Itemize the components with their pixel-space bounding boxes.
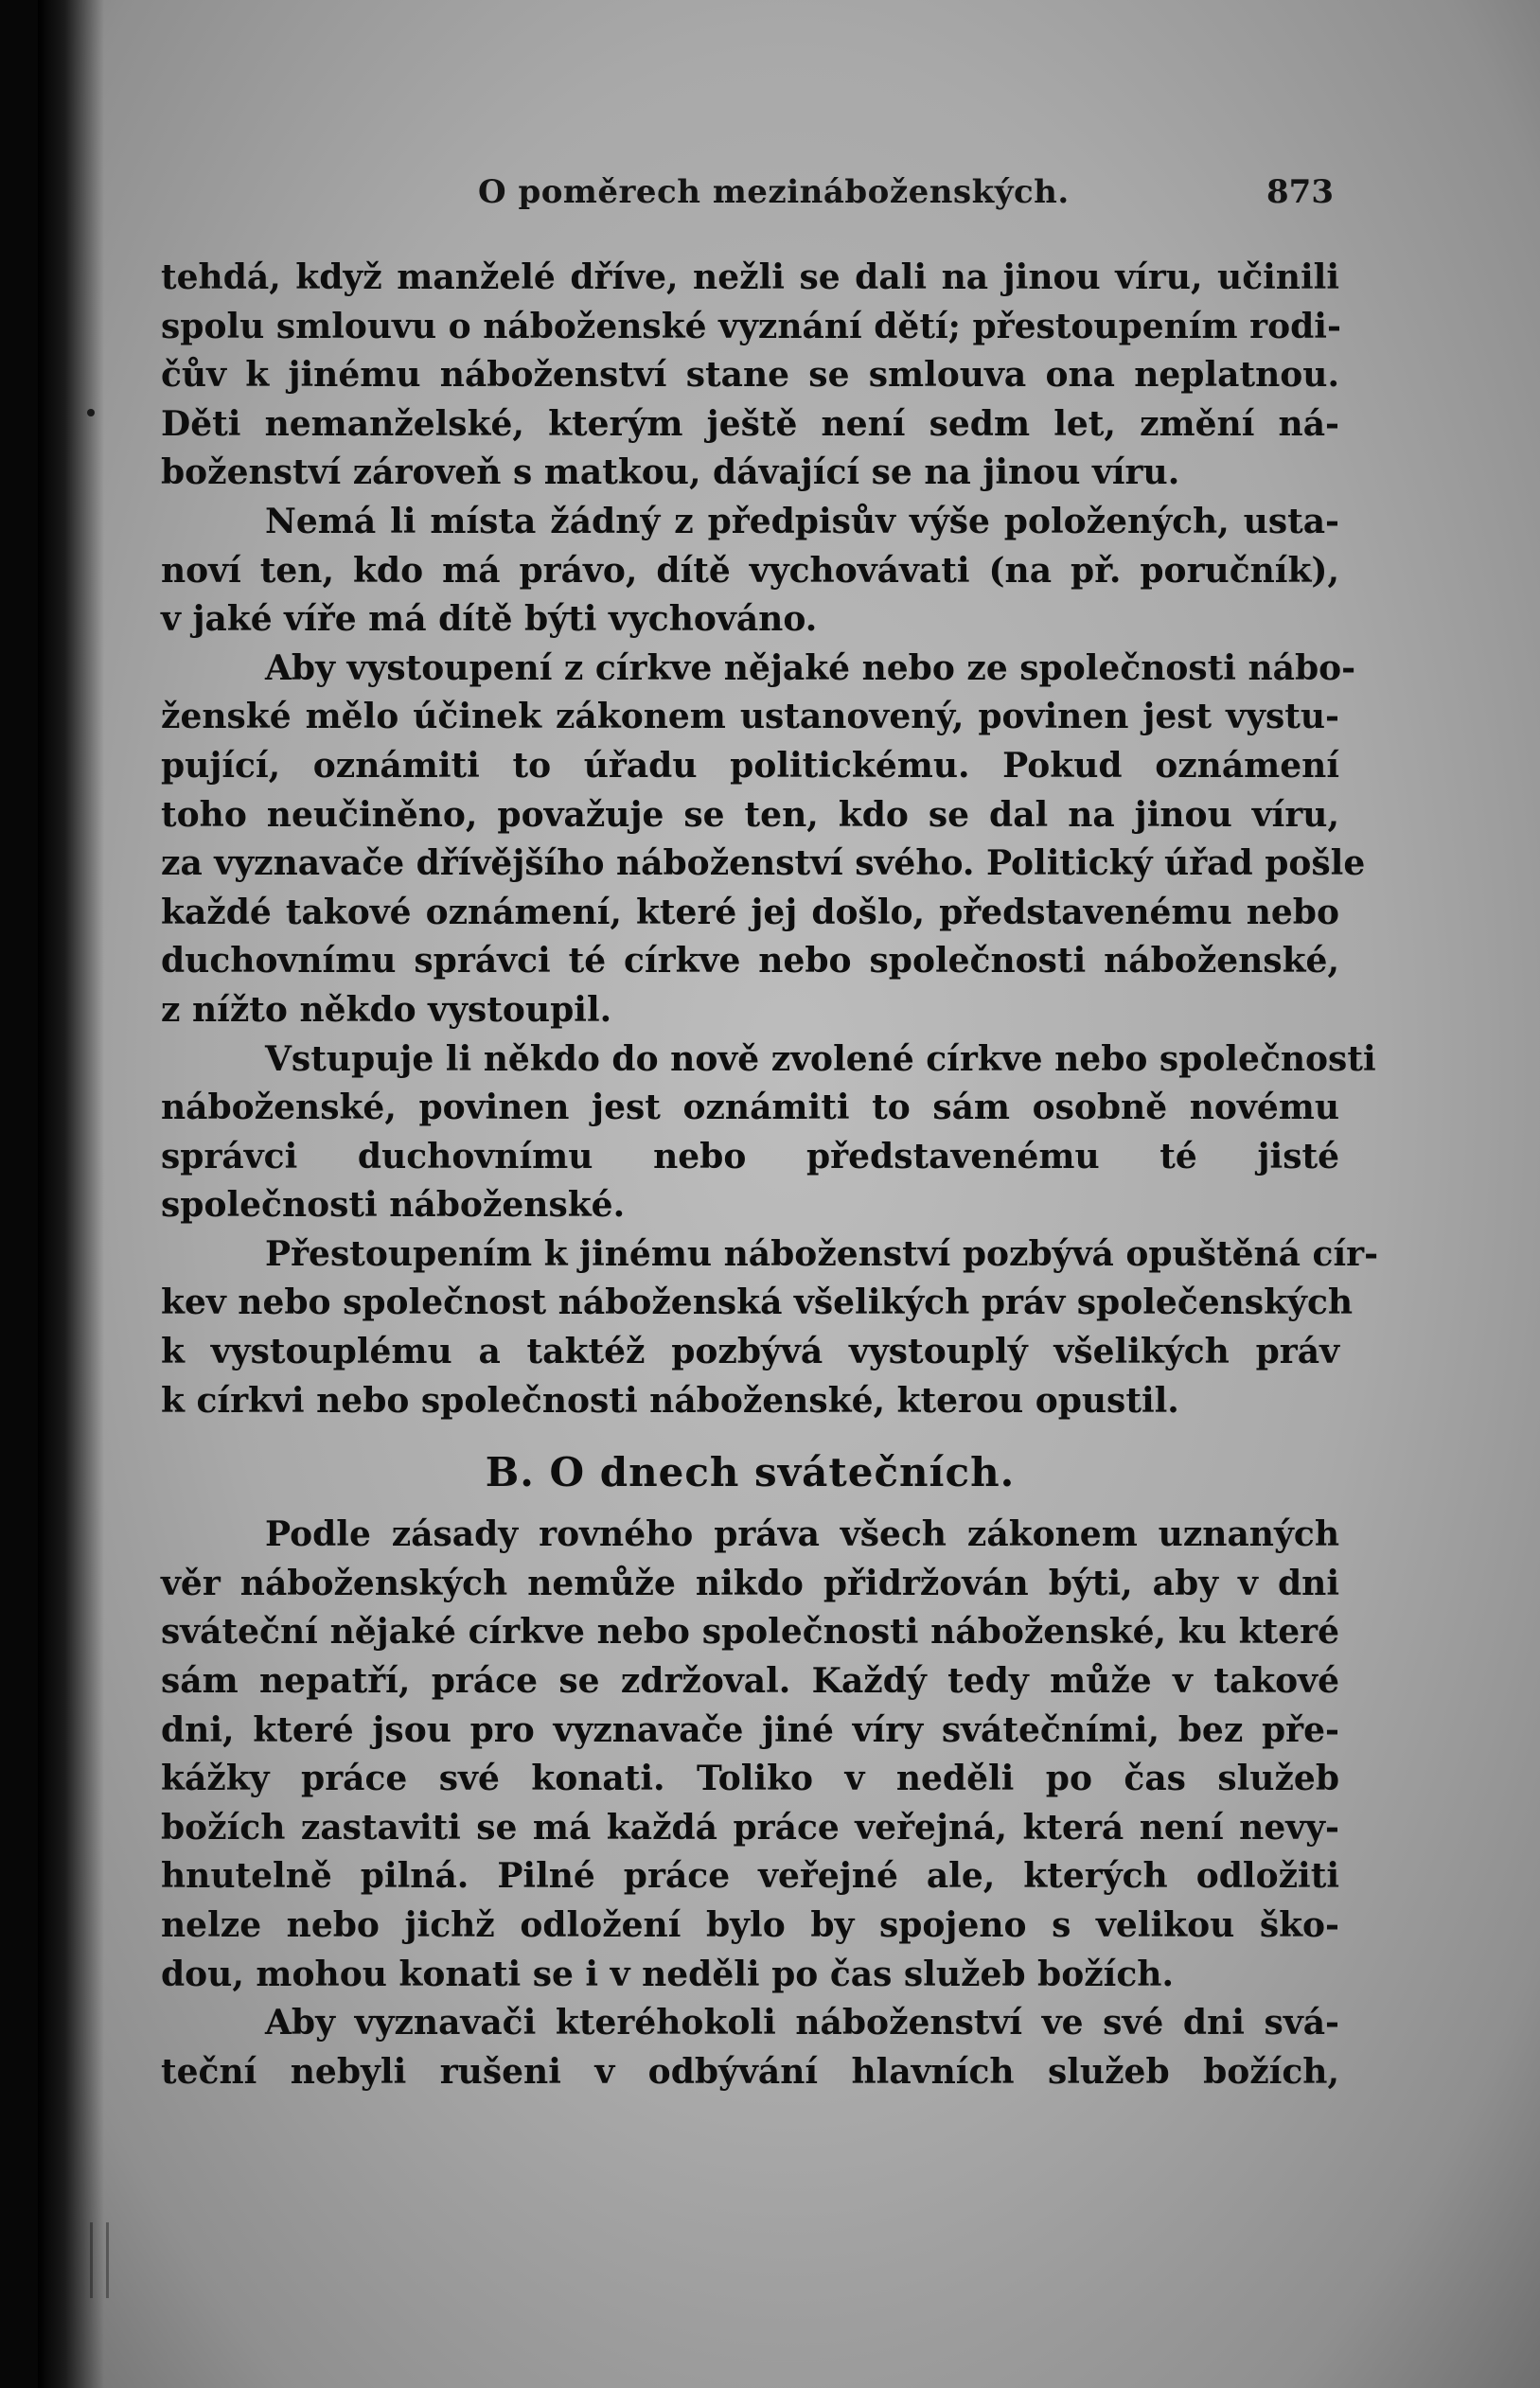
text-line: ženské mělo účinek zákonem ustanovený, povinen jest vystu- [161, 697, 1339, 737]
text-line: spolu smlouvu o náboženské vyznání dětí; přestoupením rodi- [161, 306, 1341, 346]
text-line: duchovnímu správci té církve nebo společnosti náboženské, [161, 941, 1339, 982]
margin-mark-bottom [90, 2222, 109, 2298]
text-line: nelze nebo jichž odložení bylo by spojeno s velikou ško- [161, 1905, 1339, 1945]
section-heading: B. O dnech svátečních. [485, 1449, 1016, 1496]
text-line: každé takové oznámení, které jej došlo, představenému nebo [161, 892, 1339, 932]
text-line: náboženské, povinen jest oznámiti to sám osobně novému [161, 1088, 1339, 1128]
text-line: Podle zásady rovného práva všech zákonem uznaných [265, 1514, 1339, 1555]
text-line: dni, které jsou pro vyznavače jiné víry svátečními, bez pře- [161, 1709, 1339, 1750]
text-line: k vystouplému a taktéž pozbývá vystouplý všelikých práv [161, 1332, 1339, 1372]
text-line: čův k jinému náboženství stane se smlouva ona neplatnou. [161, 355, 1339, 396]
text-line: noví ten, kdo má právo, dítě vychovávati (na př. poručník), [161, 550, 1339, 591]
text-line: dou, mohou konati se i v neděli po čas služeb božích. [161, 1954, 1174, 1994]
text-line: teční nebyli rušeni v odbývání hlavních služeb božích, [161, 2051, 1339, 2092]
text-line: tehdá, když manželé dříve, nežli se dali na jinou víru, učinili [161, 257, 1339, 297]
text-line: Přestoupením k jinému náboženství pozbývá opuštěná cír- [265, 1233, 1379, 1274]
text-line: boženství zároveň s matkou, dávající se na jinou víru. [161, 452, 1180, 493]
text-line: správci duchovnímu nebo představenému té jisté [161, 1136, 1339, 1176]
binding-shadow [38, 0, 104, 2388]
text-line: Vstupuje li někdo do nově zvolené církve nebo společnosti [265, 1038, 1376, 1079]
text-line: kev nebo společnost náboženská všelikých práv společenských [161, 1282, 1354, 1323]
text-line: toho neučiněno, považuje se ten, kdo se dal na jinou víru, [161, 794, 1339, 835]
text-line: pující, oznámiti to úřadu politickému. Pokud oznámení [161, 745, 1339, 786]
text-line: sám nepatří, práce se zdržoval. Každý tedy může v takové [161, 1661, 1339, 1702]
text-line: Nemá li místa žádný z předpisův výše položených, usta- [265, 501, 1339, 541]
page-header [0, 173, 1540, 230]
text-line: k církvi nebo společnosti náboženské, kterou opustil. [161, 1380, 1179, 1421]
running-title: O poměrech mezináboženských. [478, 173, 1070, 211]
text-line: věr náboženských nemůže nikdo přidržován býti, aby v dni [161, 1563, 1339, 1603]
text-line: kážky práce své konati. Toliko v neděli po čas služeb [161, 1759, 1339, 1799]
body-text [161, 254, 1379, 2096]
text-part-1 [161, 254, 1379, 1425]
text-line: z nížto někdo vystoupil. [161, 989, 612, 1030]
text-line: Aby vyznavači kteréhokoli náboženství ve své dni svá- [265, 2003, 1339, 2043]
text-line: v jaké víře má dítě býti vychováno. [161, 599, 818, 640]
text-line: za vyznavače dřívějšího náboženství svého. Politický úřad pošle [161, 843, 1366, 884]
text-line: společnosti náboženské. [161, 1185, 626, 1226]
text-part-2 [161, 1511, 1339, 2096]
page-number: 873 [1266, 173, 1334, 211]
margin-mark [87, 409, 95, 416]
text-line: Aby vystoupení z církve nějaké nebo ze společnosti nábo- [265, 647, 1356, 688]
text-line: hnutelně pilná. Pilné práce veřejné ale, kterých odložiti [161, 1856, 1339, 1897]
text-line: Děti nemanželské, kterým ještě není sedm let, změní ná- [161, 403, 1339, 444]
text-line: božích zastaviti se má každá práce veřejná, která není nevy- [161, 1807, 1339, 1848]
text-line: sváteční nějaké církve nebo společnosti náboženské, ku které [161, 1612, 1339, 1653]
